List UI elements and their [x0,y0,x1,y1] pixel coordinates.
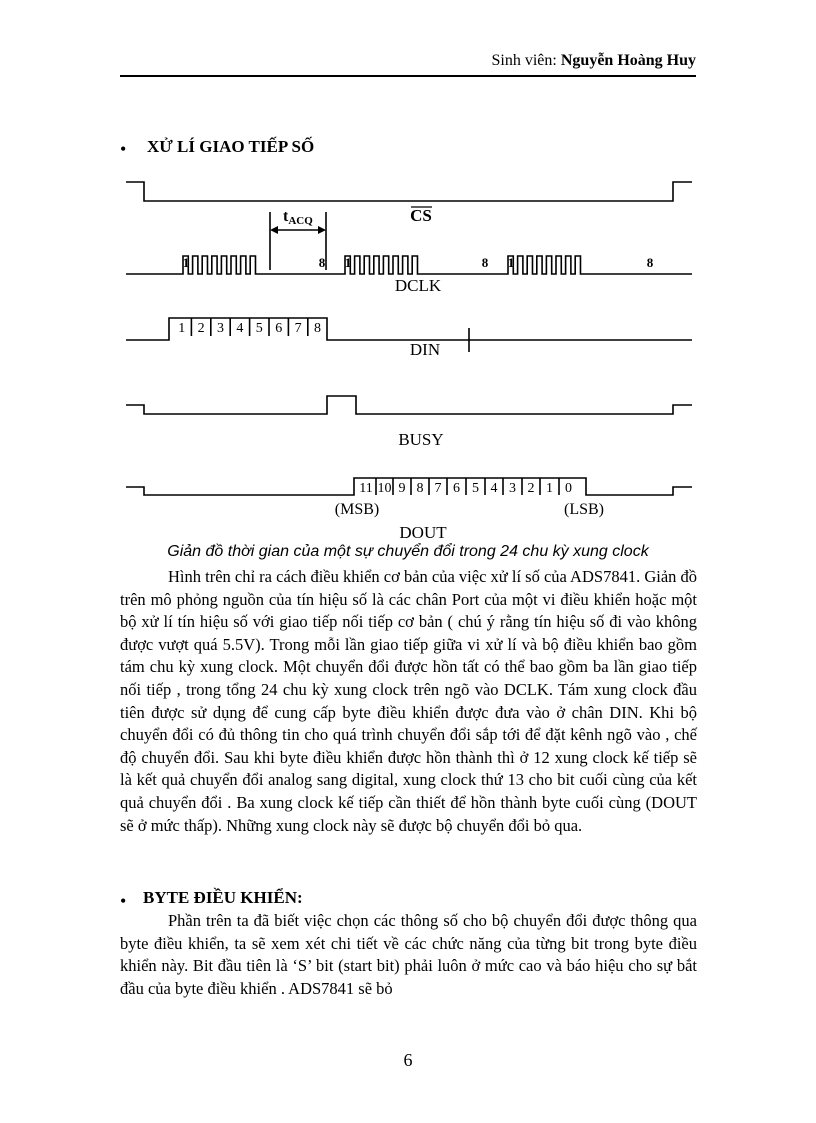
busy-waveform [126,396,692,414]
bullet-icon: • [120,891,127,911]
dout-bit: 6 [453,481,460,496]
dout-bit: 4 [490,481,498,496]
clock-marker: 1 [344,255,352,270]
body-paragraph-1 [120,566,697,837]
section-title-digital-interface: XỬ LÍ GIAO TIẾP SỐ [147,137,315,156]
dout-bit: 11 [359,481,373,496]
header-label: Sinh viên: [491,52,557,69]
clock-marker: 8 [646,255,654,270]
dout-bit: 5 [472,481,479,496]
cs-waveform [126,182,692,201]
dout-bit: 8 [416,481,424,496]
tacq-arrow-left-icon [270,226,278,234]
dout-bit: 3 [509,481,516,496]
tacq-arrow-right-icon [318,226,326,234]
clock-marker: 1 [182,255,190,270]
dout-waveform [126,478,692,495]
dout-bit: 10 [377,481,392,496]
busy-label: BUSY [398,430,444,449]
din-label: DIN [409,340,441,359]
din-bit: 7 [294,321,302,336]
din-bit: 8 [314,321,321,336]
header-divider [120,75,696,77]
dout-bit: 9 [398,481,406,496]
dout-bit: 7 [434,481,442,496]
dout-bit: 1 [546,481,553,496]
dout-bit: 0 [565,481,572,496]
dclk-waveform [126,256,692,274]
din-bit-cells [191,318,307,336]
din-bit: 6 [275,321,283,336]
din-bit: 2 [197,321,205,336]
lsb-label: (LSB) [564,501,604,518]
dclk-label: DCLK [394,276,442,295]
din-bit: 1 [178,321,186,336]
msb-label: (MSB) [334,501,380,518]
dout-label: DOUT [399,523,447,540]
din-bit: 4 [236,321,244,336]
tacq-label [283,208,313,227]
tacq-sub: ACQ [288,215,313,227]
cs-label: CS [410,206,432,225]
clock-marker: 8 [318,255,326,270]
page-number: 6 [403,1050,413,1070]
timing-diagram [0,170,816,540]
dout-bit: 2 [527,481,535,496]
body-paragraph-2 [120,910,697,1000]
bullet-icon: • [120,139,127,159]
student-name: Nguyễn Hoàng Huy [560,52,696,69]
tacq-main: t [283,208,289,225]
figure-caption: Giản đồ thời gian của một sự chuyển đổi trong 24 chu kỳ xung clock [167,543,649,560]
clock-marker: 8 [481,255,489,270]
page-header [492,52,696,70]
section-title-control-byte: BYTE ĐIỀU KHIỂN: [143,888,303,907]
clock-marker: 1 [507,255,515,270]
din-bit: 3 [217,321,224,336]
paragraph-2-text: Phần trên ta đã biết việc chọn các thông số cho bộ chuyển đổi được thông qua byte điều khiển, ta sẽ xem xét chi tiết về các chức năng của từng bit trong byte điều khiển này. Bit đầu tiên là ‘S’ bit (start bit) phải luôn ở mức cao và báo hiệu cho sự bắt đầu của byte điều khiển . ADS7841 sẽ bỏ [120,911,697,998]
paragraph-1-text: Hình trên chỉ ra cách điều khiển cơ bản của việc xử lí số của ADS7841. Giản đồ trên mô phỏng nguồn của tín hiệu số là các chân Port của một vi điều khiển hoặc một bộ xử lí tín hiệu số với giao tiếp nối tiếp cơ bản ( chú ý rằng tín hiệu số đi vào không được vượt quá 5.5V). Trong mỗi lần giao tiếp giữa vi xử lí và bộ điều khiển bao gồm tám chu kỳ xung clock. Một chuyển đổi được hồn tất có thể bao gồm ba lần giao tiếp nối tiếp , trong tổng 24 chu kỳ xung clock trên ngõ vào DCLK. Tám xung clock đầu tiên được sử dụng để cung cấp byte điều khiển được đưa vào ở chân DIN. Khi bộ chuyển đổi có đủ thông tin cho quá trình chuyển đổi sắp tới để đặt kênh ngõ vào , chế độ chuyển đổi. Sau khi byte điều khiển được hồn thành thì ở 12 xung clock kế tiếp sẽ là kết quả chuyển đổi analog sang digital, xung clock thứ 13 cho bit cuối cùng của kết quả chuyển đổi . Ba xung clock kế tiếp cần thiết để hồn thành byte cuối cùng (DOUT sẽ ở mức thấp). Những xung clock này sẽ được bộ chuyển đổi bỏ qua. [120,567,698,835]
din-bit: 5 [255,321,263,336]
